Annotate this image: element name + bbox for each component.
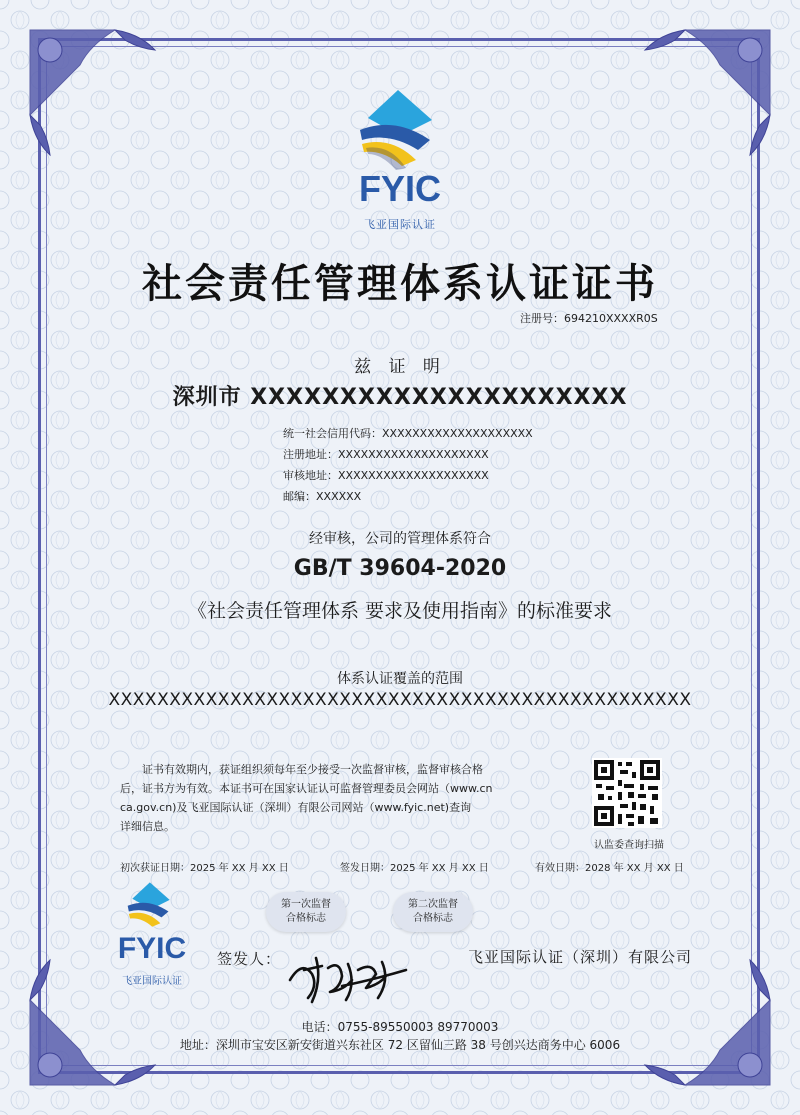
qr-code-icon[interactable] — [592, 758, 662, 828]
issuer-label: 签发人： — [217, 950, 282, 968]
initial-date: 初次获证日期：2025 年 XX 月 XX 日 — [120, 863, 289, 874]
first-surveillance-seal — [266, 892, 346, 932]
postcode-line: 邮编：XXXXXX — [283, 490, 362, 503]
company-name: 深圳市 XXXXXXXXXXXXXXXXXXXXX — [172, 385, 628, 410]
conformity-text: 经审核，公司的管理体系符合 — [309, 531, 491, 547]
corner-ornament-top-left — [20, 20, 170, 170]
footer-logo-text: FYIC — [117, 932, 187, 965]
corner-ornament-top-right — [630, 20, 780, 170]
seal-line: 第二次监督 — [408, 899, 458, 910]
contact-address: 地址：深圳市宝安区新安街道兴东社区 72 区留仙三路 38 号创兴达商务中心 6006 — [179, 1038, 621, 1052]
logo-mark-icon — [340, 88, 460, 173]
issue-date: 签发日期：2025 年 XX 月 XX 日 — [340, 863, 489, 874]
standard-name: 《社会责任管理体系 要求及使用指南》的标准要求 — [187, 600, 613, 622]
seal-line: 合格标志 — [286, 913, 326, 924]
standard-code: GB/T 39604-2020 — [293, 556, 507, 581]
issuer-organization: 飞亚国际认证（深圳）有限公司 — [468, 948, 693, 966]
scope-label: 体系认证覆盖的范围 — [337, 671, 463, 687]
credit-code-line: 统一社会信用代码：XXXXXXXXXXXXXXXXXXXX — [283, 427, 533, 440]
registered-address-line: 注册地址：XXXXXXXXXXXXXXXXXXXX — [283, 448, 489, 461]
notice-line: 详细信息。 — [120, 820, 175, 833]
qr-label: 认监委查询扫描 — [594, 840, 664, 851]
notice-line: ca.gov.cn)及飞亚国际认证（深圳）有限公司网站（www.fyic.net)查询 — [120, 801, 472, 814]
seal-line: 合格标志 — [413, 913, 453, 924]
second-surveillance-seal — [393, 892, 473, 932]
audit-address-line: 审核地址：XXXXXXXXXXXXXXXXXXXX — [283, 469, 489, 482]
logo-subtext: 飞亚国际认证 — [364, 218, 436, 231]
certify-text: 兹 证 明 — [354, 357, 446, 377]
validity-notice — [120, 760, 580, 836]
footer-logo — [102, 880, 202, 990]
certificate-title: 社会责任管理体系认证证书 — [142, 261, 658, 307]
seal-line: 第一次监督 — [281, 899, 331, 910]
logo-mark-icon — [116, 880, 186, 932]
footer-logo-subtext: 飞亚国际认证 — [122, 976, 182, 987]
header-logo — [340, 88, 460, 238]
registration-number: 注册号：694210XXXXR0S — [520, 312, 658, 325]
notice-line: 后，证书方为有效。本证书可在国家认证认可监督管理委员会网站（www.cn — [120, 782, 493, 795]
notice-line: 证书有效期内，获证组织须每年至少接受一次监督审核，监督审核合格 — [142, 763, 483, 776]
logo-text: FYIC — [358, 168, 441, 209]
contact-phone: 电话：0755-89550003 89770003 — [301, 1020, 499, 1034]
signature-image — [282, 940, 412, 1010]
scope-value: XXXXXXXXXXXXXXXXXXXXXXXXXXXXXXXXXXXXXXXXXXXXXXXX — [108, 690, 692, 710]
expiry-date: 有效日期：2028 年 XX 月 XX 日 — [535, 863, 684, 874]
